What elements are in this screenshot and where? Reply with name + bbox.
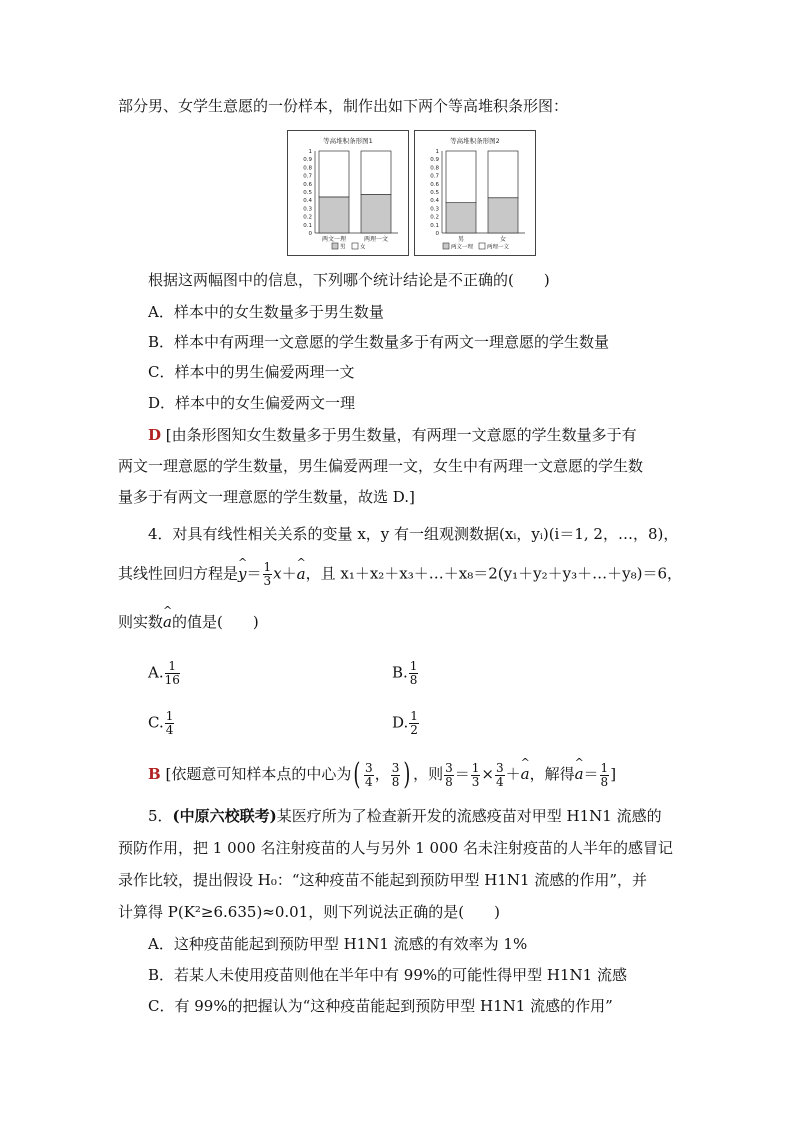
- y-tick-label: 0.6: [430, 181, 439, 188]
- frac-den: 8: [600, 774, 609, 789]
- legend-swatch: [443, 243, 449, 249]
- legend-swatch: [332, 243, 338, 249]
- fraction-1-16: [165, 660, 180, 687]
- fraction-one-third: [263, 561, 273, 588]
- a-hat: ^ a: [575, 764, 584, 784]
- q4-explanation: [148, 757, 617, 792]
- frac-num: 1: [409, 659, 418, 673]
- q4-option-c-label: C.: [148, 713, 164, 732]
- q4-line-2: [118, 561, 682, 588]
- y-tick-label: 0: [435, 231, 439, 237]
- equals-sign: ＝: [583, 765, 599, 783]
- y-tick-label: 0.8: [430, 165, 439, 172]
- x-tick-label: 男: [457, 236, 465, 243]
- frac-num: 1: [165, 660, 180, 674]
- y-tick-label: 0.4: [303, 198, 312, 205]
- q5-line-4: 计算得 P(K²≥6.635)≈0.01，则下列说法正确的是( ): [118, 903, 500, 921]
- y-tick-label: 0.6: [303, 181, 312, 188]
- fraction-1-2: [409, 710, 419, 737]
- q5-option-b: B．若某人未使用疫苗则他在半年中有 99%的可能性得甲型 H1N1 流感: [148, 966, 627, 984]
- q4-line-2-mid: ，且 x₁＋x₂＋x₃＋…＋x₈＝2(y₁＋y₂＋y₃＋…＋y₈)＝6，: [305, 564, 682, 583]
- y-tick-label: 0.7: [430, 173, 439, 180]
- right-paren: ): [403, 757, 411, 792]
- y-tick-label: 0: [308, 231, 312, 237]
- y-hat: ^ y: [238, 564, 246, 584]
- q4-option-c: [148, 710, 175, 737]
- frac-den: 3: [263, 574, 272, 588]
- q3-option-a: A．样本中的女生数量多于男生数量: [148, 303, 384, 321]
- q4-line-2-pre: 其线性回归方程是: [118, 564, 239, 583]
- q5-number: 5．: [148, 807, 173, 825]
- legend-label: 男: [340, 244, 346, 251]
- q4-option-a: [148, 660, 181, 687]
- q5-source: (中原六校联考): [172, 807, 277, 825]
- frac-num: 1: [165, 709, 174, 723]
- q4-line-3-pre: 则实数: [118, 613, 164, 631]
- fraction-1-4: [165, 710, 175, 737]
- y-tick-label: 0.8: [303, 165, 312, 172]
- q3-explanation-2: 两文一理意愿的学生数量，男生偏爱两理一文，女生中有两理一文意愿的学生数: [118, 457, 644, 475]
- bar-segment-top: [446, 151, 476, 203]
- y-tick-label: 0.7: [303, 173, 312, 180]
- bar-segment-top: [319, 151, 349, 197]
- a-hat: ^ a: [297, 564, 306, 584]
- q3-option-b: B．样本中有两理一文意愿的学生数量多于有两文一理意愿的学生数量: [148, 333, 610, 351]
- q5-line-1-text: 某医疗所为了检查新开发的流感疫苗对甲型 H1N1 流感的: [276, 807, 662, 825]
- q4-expl-pre: [依题意可知样本点的中心为: [165, 765, 352, 783]
- q4-option-b: [392, 660, 419, 687]
- frac-num: 3: [365, 760, 373, 775]
- fraction-3-4: [495, 762, 505, 789]
- q3-question: 根据这两幅图中的信息，下列哪个统计结论是不正确的( ): [148, 271, 550, 289]
- q5-option-a: A．这种疫苗能起到预防甲型 H1N1 流感的有效率为 1%: [148, 935, 528, 953]
- var-x: x: [273, 564, 282, 583]
- intro-line: 部分男、女学生意愿的一份样本，制作出如下两个等高堆积条形图：: [118, 97, 569, 115]
- legend-swatch: [352, 243, 358, 249]
- q3-answer: D: [148, 426, 162, 444]
- chart-2-svg: [415, 131, 535, 255]
- bar-segment-bottom: [319, 197, 349, 233]
- frac-den: 8: [391, 774, 400, 789]
- q3-explanation-1: [148, 425, 637, 445]
- frac-den: 2: [410, 723, 418, 737]
- fraction-1-8: [409, 660, 419, 687]
- frac-den: 4: [165, 723, 174, 737]
- frac-num: 3: [445, 760, 453, 775]
- q5-line-2: 预防作用，把 1 000 名注射疫苗的人与另外 1 000 名未注射疫苗的人半年的感冒记: [118, 839, 673, 857]
- x-tick-label: 两理一文: [363, 236, 389, 243]
- legend-label: 两文一理: [451, 244, 474, 251]
- frac-den: 4: [365, 774, 373, 789]
- q4-answer: B: [148, 765, 161, 783]
- bar-segment-bottom: [361, 194, 391, 233]
- bar-segment-bottom: [488, 198, 518, 233]
- frac-num: 1: [471, 760, 480, 775]
- y-tick-label: 0.9: [430, 157, 439, 164]
- q4-option-d-label: D.: [392, 713, 409, 732]
- chart-1-svg: [288, 131, 408, 255]
- q4-line-3: [118, 612, 259, 632]
- legend-label: 女: [360, 244, 366, 251]
- q4-line-1: 4．对具有线性相关关系的变量 x，y 有一组观测数据(xᵢ，yᵢ)(i＝1, 2，…，8)，: [148, 525, 679, 543]
- fraction-1-8: [600, 762, 610, 789]
- bar-segment-top: [488, 151, 518, 198]
- frac-num: 1: [410, 709, 418, 723]
- fraction-3-8: [391, 762, 401, 789]
- stacked-bar-chart-1: [287, 130, 409, 256]
- q4-expl-mid: ，则: [413, 765, 444, 783]
- q4-option-a-label: A.: [148, 663, 164, 682]
- y-tick-label: 1: [435, 149, 439, 155]
- x-tick-label: 两文一理: [321, 236, 347, 243]
- y-tick-label: 1: [308, 149, 312, 155]
- fraction-3-8: [444, 762, 454, 789]
- times-sign: ×: [481, 765, 494, 783]
- frac-num: 3: [495, 760, 504, 775]
- q3-explanation-text-1: [由条形图知女生数量多于男生数量，有两理一文意愿的学生数量多于有: [165, 426, 637, 444]
- plus-sign: ＋: [281, 564, 297, 583]
- left-paren: (: [353, 757, 361, 792]
- y-tick-label: 0.2: [430, 214, 439, 221]
- y-tick-label: 0.3: [430, 206, 439, 213]
- comma: ，: [374, 765, 390, 783]
- bar-segment-bottom: [446, 203, 476, 233]
- frac-num: 1: [600, 760, 609, 775]
- y-tick-label: 0.4: [430, 198, 439, 205]
- y-tick-label: 0.5: [430, 190, 439, 196]
- q4-expl-end: ]: [610, 765, 617, 783]
- q3-option-c: C．样本中的男生偏爱两理一文: [148, 363, 355, 381]
- chart-title: 等高堆积条形图1: [323, 137, 373, 145]
- q5-option-c: C．有 99%的把握认为“这种疫苗能起到预防甲型 H1N1 流感的作用”: [148, 997, 613, 1015]
- legend-label: 两理一文: [487, 244, 510, 251]
- frac-den: 8: [409, 673, 418, 687]
- chart-title: 等高堆积条形图2: [450, 137, 500, 145]
- y-tick-label: 0.2: [303, 214, 312, 221]
- q4-option-b-label: B.: [392, 663, 408, 682]
- y-tick-label: 0.9: [303, 157, 312, 164]
- plus-sign: ＋: [505, 765, 521, 783]
- q4-line-3-post: 的值是( ): [171, 613, 259, 631]
- legend-swatch: [479, 243, 485, 249]
- equals-sign: ＝: [454, 765, 470, 783]
- fraction-3-4: [364, 762, 374, 789]
- frac-den: 4: [495, 774, 504, 789]
- q4-option-d: [392, 710, 420, 737]
- frac-den: 16: [164, 673, 180, 687]
- y-tick-label: 0.1: [430, 222, 439, 229]
- a-hat: ^ a: [521, 764, 530, 784]
- frac-den: 8: [445, 774, 453, 789]
- q5-line-3: 录作比较，提出假设 H₀：“这种疫苗不能起到预防甲型 H1N1 流感的作用”，并: [118, 871, 648, 889]
- frac-num: 1: [263, 560, 272, 574]
- frac-den: 3: [471, 774, 480, 789]
- fraction-1-3: [471, 762, 481, 789]
- y-tick-label: 0.5: [303, 190, 312, 196]
- bar-segment-top: [361, 151, 391, 194]
- y-tick-label: 0.3: [303, 206, 312, 213]
- y-tick-label: 0.1: [303, 222, 312, 229]
- q5-line-1: [148, 806, 662, 826]
- equals-sign: ＝: [246, 564, 262, 583]
- q3-option-d: D．样本中的女生偏爱两文一理: [148, 394, 356, 412]
- q3-explanation-3: 量多于有两文一理意愿的学生数量，故选 D.]: [118, 488, 415, 506]
- a-hat: ^ a: [163, 612, 172, 632]
- stacked-bar-chart-2: [414, 130, 536, 256]
- q4-expl-solve: ，解得: [529, 765, 575, 783]
- frac-num: 3: [391, 760, 400, 775]
- x-tick-label: 女: [499, 236, 507, 243]
